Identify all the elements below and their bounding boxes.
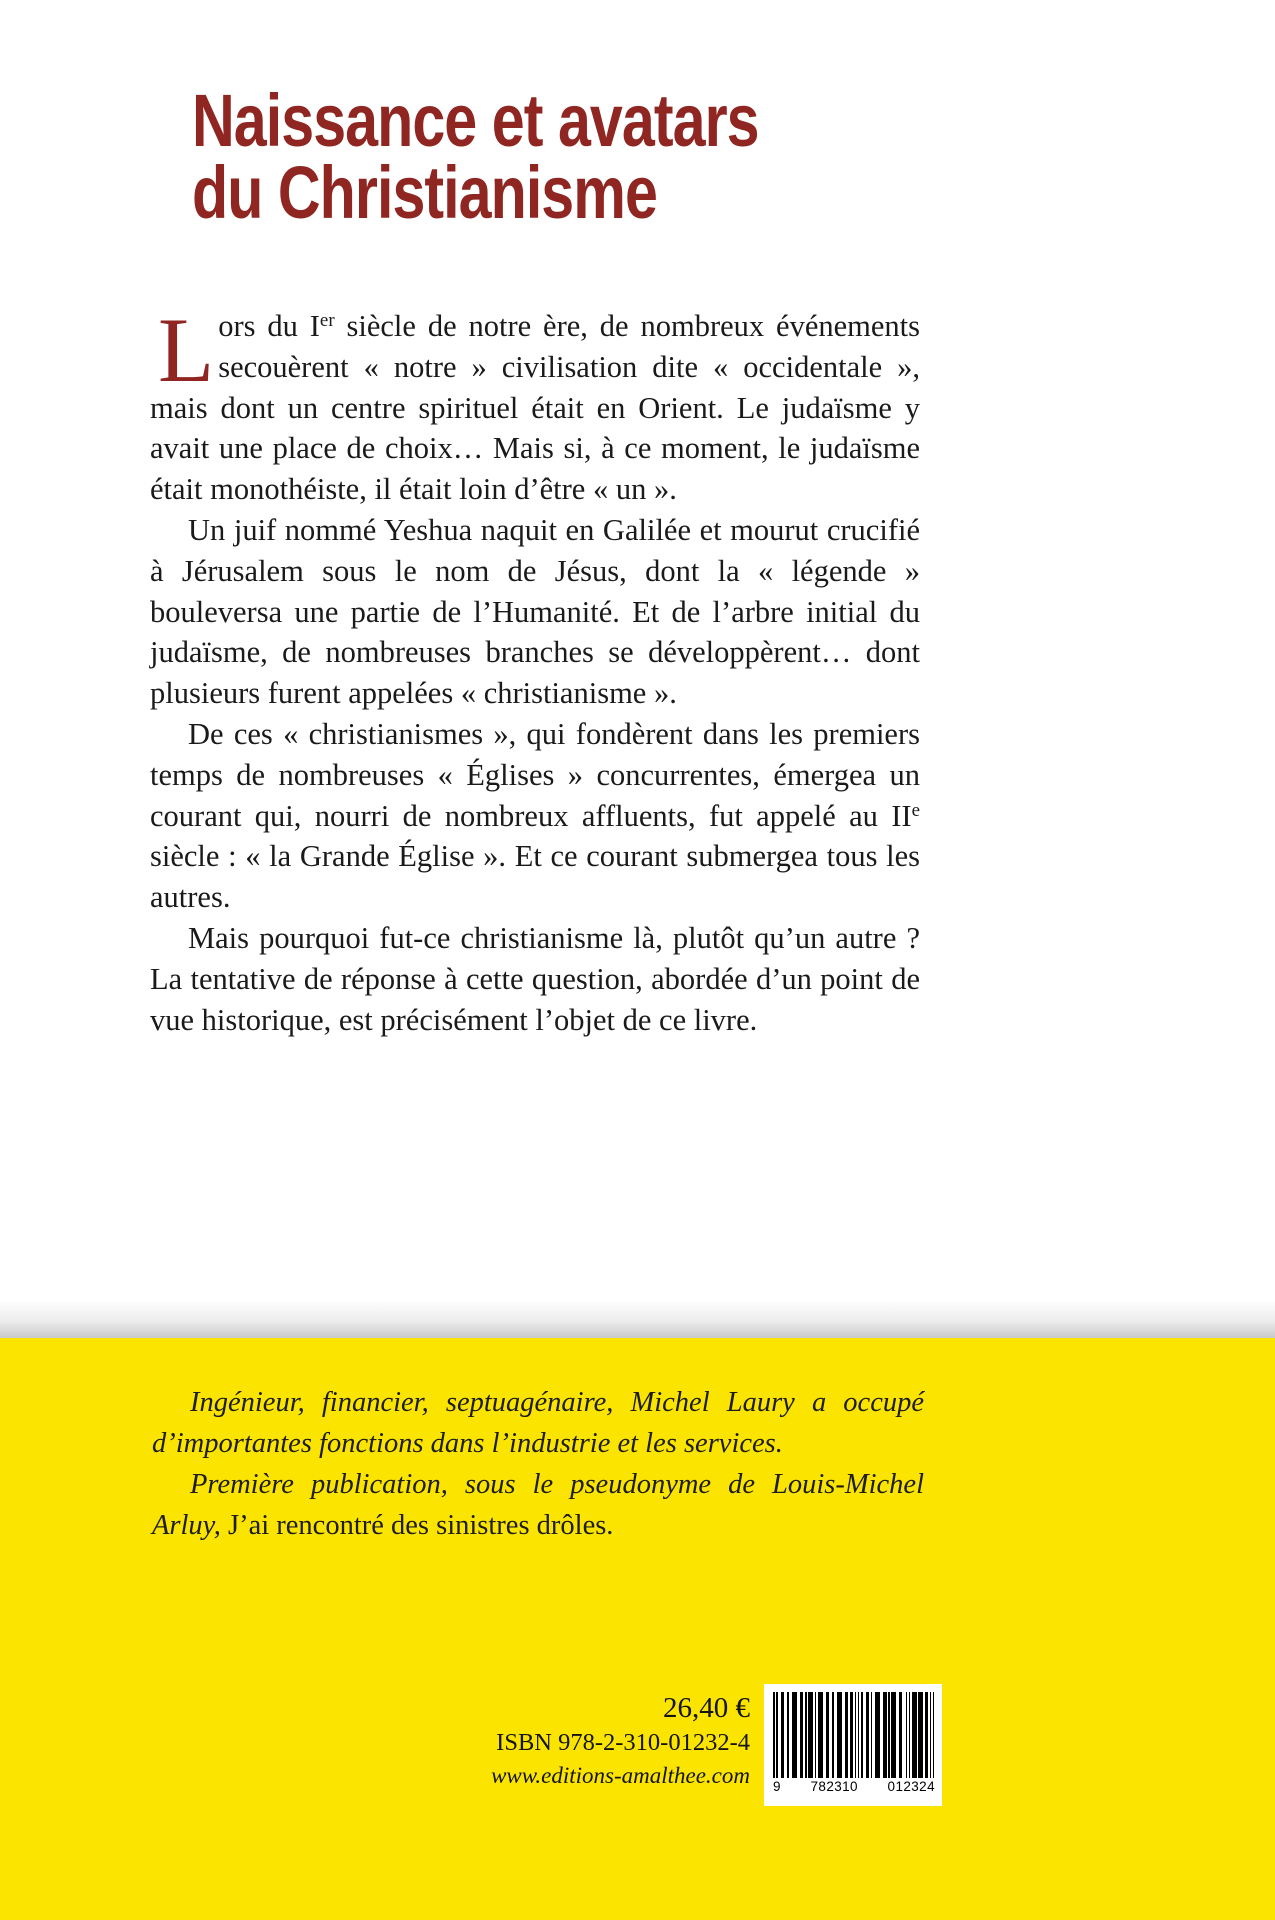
blurb-p3-text-a: De ces « christianismes », qui fondèrent dans les premiers temps de nombreuses « Églises » concurrentes, émergea un courant qui, nourri de nombreux affluents, fut appelé au II [150, 716, 920, 833]
author-biography [152, 1382, 924, 1546]
book-title-line-2: du Christianisme [192, 150, 657, 234]
drop-cap-letter: L [158, 299, 215, 401]
bio-paragraph-2 [152, 1464, 924, 1546]
barcode-digits-group-1: 782310 [810, 1779, 858, 1794]
blurb-paragraph-1 [150, 299, 920, 510]
price-isbn-block [430, 1690, 750, 1792]
blurb-p1-text-a: ors du I [218, 309, 320, 343]
book-title [192, 79, 1022, 234]
isbn-label: ISBN 978-2-310-01232-4 [496, 1729, 750, 1756]
ordinal-suffix-second-century: e [911, 799, 920, 821]
barcode-bars [773, 1692, 935, 1778]
blurb-paragraph-4: Mais pourquoi fut-ce christianisme là, plutôt qu’un autre ? La tentative de réponse à cette question, abordée d’un point de vue historique, est précisément l’objet de ce livre. [150, 920, 920, 1037]
barcode-digits [773, 1779, 935, 1794]
price-label: 26,40 € [663, 1692, 750, 1724]
barcode-digit-left: 9 [773, 1779, 781, 1794]
blurb-p3-text-b: siècle : « la Grande Église ». Et ce courant submergea tous les autres. [150, 839, 920, 915]
ordinal-suffix-first-century: er [319, 310, 335, 332]
bio-p2-roman-title: J’ai rencontré des sinistres drôles. [220, 1510, 614, 1541]
bio-paragraph-1: Ingénieur, financier, septuagénaire, Michel Laury a occupé d’importantes fonctions dans l’industrie et les services. [152, 1387, 924, 1459]
blurb-p1-text-b: siècle de notre ère, de nombreux événements secouèrent « notre » civilisation dite « occidentale », mais dont un centre spirituel était en Orient. Le judaïsme y avait une place de choix… Mais si, à ce moment, le judaïsme était monothéiste, il était loin d’être « un ». [150, 309, 920, 507]
back-cover-blurb [150, 299, 920, 1040]
ean13-barcode [764, 1684, 942, 1806]
blurb-paragraph-3 [150, 714, 920, 918]
publisher-website[interactable]: www.editions-amalthee.com [491, 1763, 750, 1788]
bio-p2-italic: Première publication, sous le pseudonyme de Louis-Michel Arluy, [152, 1469, 924, 1541]
blurb-paragraph-2: Un juif nommé Yeshua naquit en Galilée et mourut crucifié à Jérusalem sous le nom de Jésus, dont la « légende » bouleversa une partie de l’Humanité. Et de l’arbre initial du judaïsme, de nombreuses branches se développèrent… dont plusieurs furent appelées « christianisme ». [150, 512, 920, 711]
book-title-line-1: Naissance et avatars [192, 79, 759, 162]
barcode-digits-group-2: 012324 [887, 1779, 935, 1794]
panel-divider-shadow [0, 1300, 1275, 1338]
